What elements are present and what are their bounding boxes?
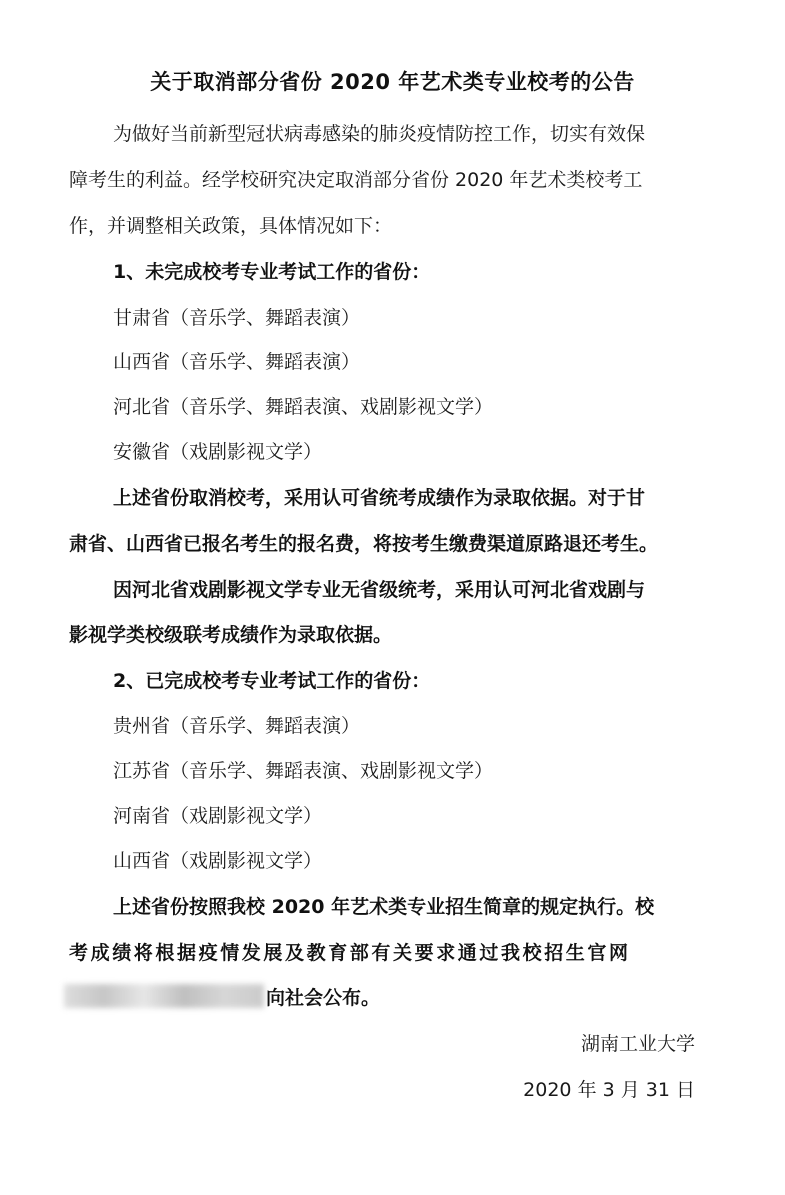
signature: 湖南工业大学 <box>580 1033 695 1055</box>
section1-note2-line-1: 因河北省戏剧影视文学专业无省级统考，采用认可河北省戏剧与 <box>113 579 646 601</box>
section2-heading: 2、已完成校考专业考试工作的省份： <box>113 670 431 692</box>
section1-note1-line-2: 肃省、山西省已报名考生的报名费，将按考生缴费渠道原路退还考生。 <box>69 533 659 555</box>
section2-note-line-1: 上述省份按照我校 2020 年艺术类专业招生简章的规定执行。校 <box>113 896 655 918</box>
intro-line-1: 为做好当前新型冠状病毒感染的肺炎疫情防控工作，切实有效保 <box>113 123 646 145</box>
section1-note1-line-1: 上述省份取消校考，采用认可省统考成绩作为录取依据。对于甘 <box>113 487 646 509</box>
section1-item-1: 甘肃省（音乐学、舞蹈表演） <box>113 307 361 329</box>
section2-item-1: 贵州省（音乐学、舞蹈表演） <box>113 715 361 737</box>
notice-title: 关于取消部分省份 2020 年艺术类专业校考的公告 <box>150 70 635 94</box>
section2-note-line-2: 考成绩将根据疫情发展及教育部有关要求通过我校招生官网 <box>69 942 631 964</box>
redacted-url <box>64 984 264 1008</box>
notice-date: 2020 年 3 月 31 日 <box>523 1079 695 1101</box>
section2-item-3: 河南省（戏剧影视文学） <box>113 805 323 827</box>
section2-item-2: 江苏省（音乐学、舞蹈表演、戏剧影视文学） <box>113 760 494 782</box>
section1-heading: 1、未完成校考专业考试工作的省份： <box>113 261 431 283</box>
section1-item-3: 河北省（音乐学、舞蹈表演、戏剧影视文学） <box>113 396 494 418</box>
intro-line-2: 障考生的利益。经学校研究决定取消部分省份 2020 年艺术类校考工 <box>69 169 643 191</box>
section2-note-line-3: 向社会公布。 <box>266 987 381 1009</box>
section1-note2-line-2: 影视学类校级联考成绩作为录取依据。 <box>69 624 393 646</box>
section1-item-4: 安徽省（戏剧影视文学） <box>113 441 323 463</box>
section2-item-4: 山西省（戏剧影视文学） <box>113 850 323 872</box>
intro-line-3: 作，并调整相关政策，具体情况如下： <box>69 215 393 237</box>
section1-item-2: 山西省（音乐学、舞蹈表演） <box>113 351 361 373</box>
